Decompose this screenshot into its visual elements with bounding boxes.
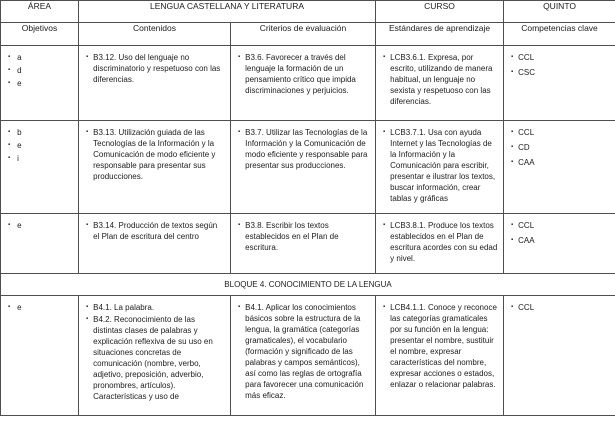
table-row	[1, 121, 615, 214]
table-row	[1, 46, 615, 121]
list-item	[238, 127, 370, 171]
list-item-text: B3.8. Escribir los textos establecidos en el Plan de escritura.	[245, 221, 339, 252]
list-item	[511, 235, 610, 246]
competencias-cell	[504, 121, 615, 214]
list-item-text: e	[17, 79, 22, 88]
list-item-text: CAA	[518, 158, 535, 167]
bullet-icon: ▪	[511, 129, 514, 135]
list-item	[511, 127, 610, 138]
criterios-cell	[231, 46, 376, 121]
list-item	[8, 220, 73, 231]
bullet-icon: ▪	[511, 237, 514, 243]
bullet-icon: ▪	[511, 144, 514, 150]
list-item	[383, 52, 498, 107]
objetivos-cell	[1, 46, 79, 121]
list-item	[8, 127, 73, 138]
bullet-icon: ▪	[8, 54, 11, 60]
subject-title: LENGUA CASTELLANA Y LITERATURA	[79, 1, 376, 23]
list-item-text: B3.14. Producción de textos según el Plan de escritura del centro	[93, 221, 218, 241]
table-row	[1, 296, 615, 416]
list-item-text: d	[17, 66, 22, 75]
objetivos-cell	[1, 296, 79, 416]
course-header: CURSO	[376, 1, 504, 23]
column-header-contenidos: Contenidos	[79, 23, 231, 46]
bullet-icon: ▪	[511, 159, 514, 165]
list-item	[86, 302, 225, 313]
list-item-text: LCB3.7.1. Usa con ayuda Internet y las Tecnologías de la Información y la Comunicación para escribir, presentar e ilustrar los textos, buscar información, crear tablas y gráficas	[390, 128, 496, 203]
list-item-text: CCL	[518, 303, 535, 312]
bullet-icon: ▪	[8, 155, 11, 161]
section-divider-label: BLOQUE 4. CONOCIMIENTO DE LA LENGUA	[1, 274, 615, 296]
estandares-cell	[376, 296, 504, 416]
list-item-text: B4.2. Reconocimiento de las distintas clases de palabras y explicación reflexiva de su uso en situaciones concretas de comunicación (nombre, verbo, adjetivo, preposición, adverbio, pronombres, artículos). Características y uso de	[93, 315, 213, 401]
contenidos-cell	[79, 214, 231, 274]
list-item	[86, 52, 225, 85]
bullet-icon: ▪	[238, 304, 241, 310]
bullet-icon: ▪	[8, 80, 11, 86]
bullet-icon: ▪	[383, 54, 386, 60]
criterios-cell	[231, 214, 376, 274]
table-row	[1, 214, 615, 274]
bullet-icon: ▪	[8, 222, 11, 228]
bullet-icon: ▪	[383, 222, 386, 228]
bullet-icon: ▪	[8, 304, 11, 310]
competencias-cell	[504, 214, 615, 274]
list-item-text: B3.12. Uso del lenguaje no discriminatorio y respetuoso con las diferencias.	[93, 53, 221, 84]
list-item	[238, 220, 370, 253]
bullet-icon: ▪	[86, 129, 89, 135]
bullet-icon: ▪	[8, 142, 11, 148]
bullet-icon: ▪	[8, 129, 11, 135]
list-item-text: B4.1. La palabra.	[93, 303, 155, 312]
competencias-cell	[504, 296, 615, 416]
list-item	[8, 78, 73, 89]
list-item	[511, 142, 610, 153]
list-item-text: a	[17, 53, 22, 62]
list-item	[383, 302, 498, 390]
list-item-text: LCB3.6.1. Expresa, por escrito, utilizando de manera habitual, un lenguaje no sexista y respetuoso con las diferencias.	[390, 53, 493, 106]
objetivos-cell	[1, 121, 79, 214]
list-item-text: B3.6. Favorecer a través del lenguaje la formación de un pensamiento crítico que impida discriminaciones y perjuicios.	[245, 53, 356, 95]
list-item-text: CCL	[518, 53, 535, 62]
contenidos-cell	[79, 296, 231, 416]
list-item	[383, 220, 498, 264]
objetivos-cell	[1, 214, 79, 274]
list-item-text: B3.7. Utilizar las Tecnologías de la Información y la Comunicación de modo eficiente y responsable para presentar sus producciones.	[245, 128, 368, 170]
course-value: QUINTO	[504, 1, 615, 23]
bullet-icon: ▪	[383, 304, 386, 310]
list-item-text: e	[17, 221, 22, 230]
list-item-text: i	[17, 154, 19, 163]
bullet-icon: ▪	[86, 222, 89, 228]
estandares-cell	[376, 121, 504, 214]
column-header-objetivos: Objetivos	[1, 23, 79, 46]
list-item	[8, 153, 73, 164]
estandares-cell	[376, 46, 504, 121]
bullet-icon: ▪	[8, 67, 11, 73]
bullet-icon: ▪	[511, 69, 514, 75]
criterios-cell	[231, 121, 376, 214]
list-item-text: CD	[518, 143, 530, 152]
bullet-icon: ▪	[511, 54, 514, 60]
list-item	[511, 302, 610, 313]
list-item-text: b	[17, 128, 22, 137]
bullet-icon: ▪	[238, 129, 241, 135]
list-item	[511, 67, 610, 78]
list-item	[8, 302, 73, 313]
contenidos-cell	[79, 46, 231, 121]
list-item-text: CSC	[518, 68, 536, 77]
column-header-criterios: Criterios de evaluación	[231, 23, 376, 46]
list-item	[238, 302, 370, 401]
list-item	[238, 52, 370, 96]
list-item-text: e	[17, 303, 22, 312]
list-item	[86, 127, 225, 182]
bullet-icon: ▪	[86, 316, 89, 322]
list-item	[383, 127, 498, 204]
contenidos-cell	[79, 121, 231, 214]
column-header-estandares: Estándares de aprendizaje	[376, 23, 504, 46]
bullet-icon: ▪	[511, 222, 514, 228]
column-header-competencias: Competencias clave	[504, 23, 615, 46]
list-item	[8, 140, 73, 151]
list-item-text: CAA	[518, 236, 535, 245]
bullet-icon: ▪	[511, 304, 514, 310]
criterios-cell	[231, 296, 376, 416]
list-item-text: e	[17, 141, 22, 150]
list-item	[511, 157, 610, 168]
list-item-text: B4.1. Aplicar los conocimientos básicos sobre la estructura de la lengua, la gramática (categorías gramaticales), el vocabulario (formación y significado de las palabras y campos semánticos), así como las reglas de ortografía para favorecer una comunicación más eficaz.	[245, 303, 364, 400]
list-item	[86, 220, 225, 242]
bullet-icon: ▪	[238, 222, 241, 228]
list-item	[86, 314, 225, 402]
list-item-text: LCB4.1.1. Conoce y reconoce las categorías gramaticales por su función en la lengua: presentar el nombre, sustituir el nombre, expresar características del nombre, expresar acciones o estados, enlazar o relacionar palabras.	[390, 303, 497, 389]
bullet-icon: ▪	[86, 304, 89, 310]
competencias-cell	[504, 46, 615, 121]
list-item	[8, 52, 73, 63]
list-item-text: B3.13. Utilización guiada de las Tecnologías de la Información y la Comunicación de modo eficiente y responsable para presentar sus producciones.	[93, 128, 216, 181]
bullet-icon: ▪	[86, 54, 89, 60]
bullet-icon: ▪	[383, 129, 386, 135]
list-item-text: CCL	[518, 128, 535, 137]
list-item	[511, 220, 610, 231]
list-item-text: CCL	[518, 221, 535, 230]
area-header: ÁREA	[1, 1, 79, 23]
list-item	[511, 52, 610, 63]
bullet-icon: ▪	[238, 54, 241, 60]
header-row-columns	[1, 23, 615, 46]
estandares-cell	[376, 214, 504, 274]
header-row-area	[1, 1, 615, 23]
list-item	[8, 65, 73, 76]
section-divider-row	[1, 274, 615, 296]
list-item-text: LCB3.8.1. Produce los textos establecidos en el Plan de escritura acordes con su edad y nivel.	[390, 221, 498, 263]
